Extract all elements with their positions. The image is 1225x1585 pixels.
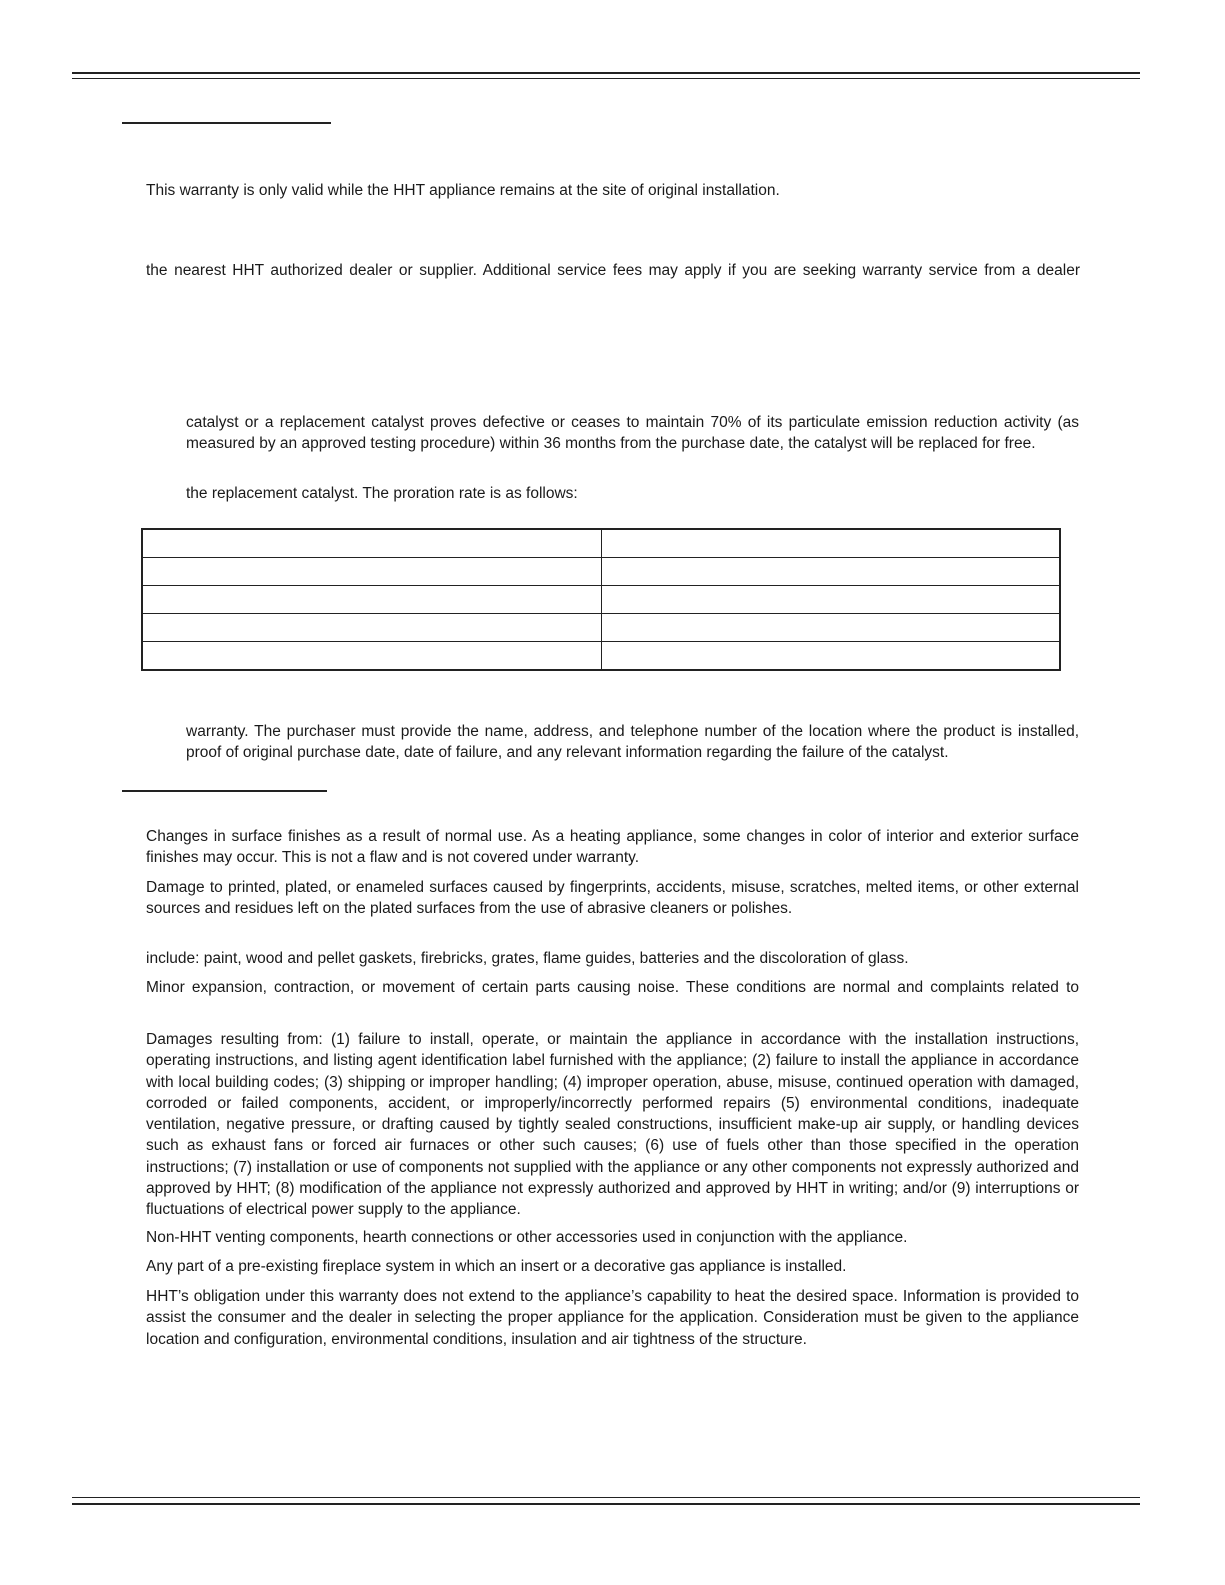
header-rule-top — [72, 72, 1140, 74]
paragraph-proration-intro: the replacement catalyst. The proration rate is as follows: — [186, 485, 578, 502]
exclusion-obligation: HHT’s obligation under this warranty does not extend to the appliance’s capability to heat the desired space. Information is provided to assist the consumer and the dealer in selecting the proper appliance for the application. Consideration must be given to the appliance location and configuration, environmental conditions, insulation and air tightness of the structure. — [146, 1288, 1079, 1348]
table-cell — [601, 642, 1060, 671]
paragraph-dealer-service: the nearest HHT authorized dealer or supplier. Additional service fees may apply if you are seeking warranty service from a dealer — [146, 262, 1080, 279]
paragraph-catalyst-claim: warranty. The purchaser must provide the name, address, and telephone number of the location where the product is installed, proof of original purchase date, date of failure, and any relevant information regarding the failure of the catalyst. — [186, 723, 1079, 762]
paragraph-catalyst-replacement: catalyst or a replacement catalyst proves defective or ceases to maintain 70% of its particulate emission reduction activity (as measured by an approved testing procedure) within 36 months from the purchase date, the catalyst will be replaced for free. — [186, 414, 1079, 453]
table-cell — [142, 586, 601, 614]
table-cell — [142, 558, 601, 586]
section-heading-rule-2 — [122, 790, 327, 792]
exclusion-wear-parts: include: paint, wood and pellet gaskets, firebricks, grates, flame guides, batteries and the discoloration of glass. — [146, 950, 909, 967]
table-cell — [601, 586, 1060, 614]
exclusion-noise: Minor expansion, contraction, or movement of certain parts causing noise. These conditions are normal and complaints related to — [146, 979, 1079, 996]
footer-rule-top — [72, 1497, 1140, 1498]
section-heading-rule-1 — [122, 122, 331, 124]
table-row — [142, 642, 1060, 671]
table-row — [142, 558, 1060, 586]
paragraph-site-validity: This warranty is only valid while the HHT appliance remains at the site of original installation. — [146, 182, 780, 199]
footer-rule-bottom — [72, 1503, 1140, 1505]
exclusion-damages-resulting: Damages resulting from: (1) failure to install, operate, or maintain the appliance in accordance with the installation instructions, operating instructions, and listing agent identification label furnished with the appliance; (2) failure to install the appliance in accordance with local building codes; (3) shipping or improper handling; (4) improper operation, abuse, misuse, continued operation with damaged, corroded or failed components, accident, or improperly/incorrectly performed repairs (5) environmental conditions, inadequate ventilation, negative pressure, or drafting caused by tightly sealed constructions, insufficient make-up air supply, or handling devices such as exhaust fans or forced air furnaces or other such causes; (6) use of fuels other than those specified in the operation instructions; (7) installation or use of components not supplied with the appliance or any other components not expressly authorized and approved by HHT; (8) modification of the appliance not expressly authorized and approved by HHT in writing; and/or (9) interruptions or fluctuations of electrical power supply to the appliance. — [146, 1031, 1079, 1219]
header-rule-bottom — [72, 78, 1140, 79]
table-row — [142, 586, 1060, 614]
table-cell — [142, 529, 601, 558]
proration-table — [141, 528, 1061, 671]
table-row — [142, 614, 1060, 642]
exclusion-damage-printed: Damage to printed, plated, or enameled surfaces caused by fingerprints, accidents, misuse, scratches, melted items, or other external sources and residues left on the plated surfaces from the use of abrasive cleaners or polishes. — [146, 879, 1079, 918]
table-cell — [142, 642, 601, 671]
table-cell — [601, 529, 1060, 558]
table-cell — [601, 558, 1060, 586]
table-row — [142, 529, 1060, 558]
exclusion-pre-existing: Any part of a pre-existing fireplace system in which an insert or a decorative gas appliance is installed. — [146, 1258, 847, 1275]
exclusion-non-hht: Non-HHT venting components, hearth connections or other accessories used in conjunction with the appliance. — [146, 1229, 908, 1246]
table-cell — [142, 614, 601, 642]
table-cell — [601, 614, 1060, 642]
exclusion-surface-finishes: Changes in surface finishes as a result of normal use. As a heating appliance, some changes in color of interior and exterior surface finishes may occur. This is not a flaw and is not covered under warranty. — [146, 828, 1079, 867]
